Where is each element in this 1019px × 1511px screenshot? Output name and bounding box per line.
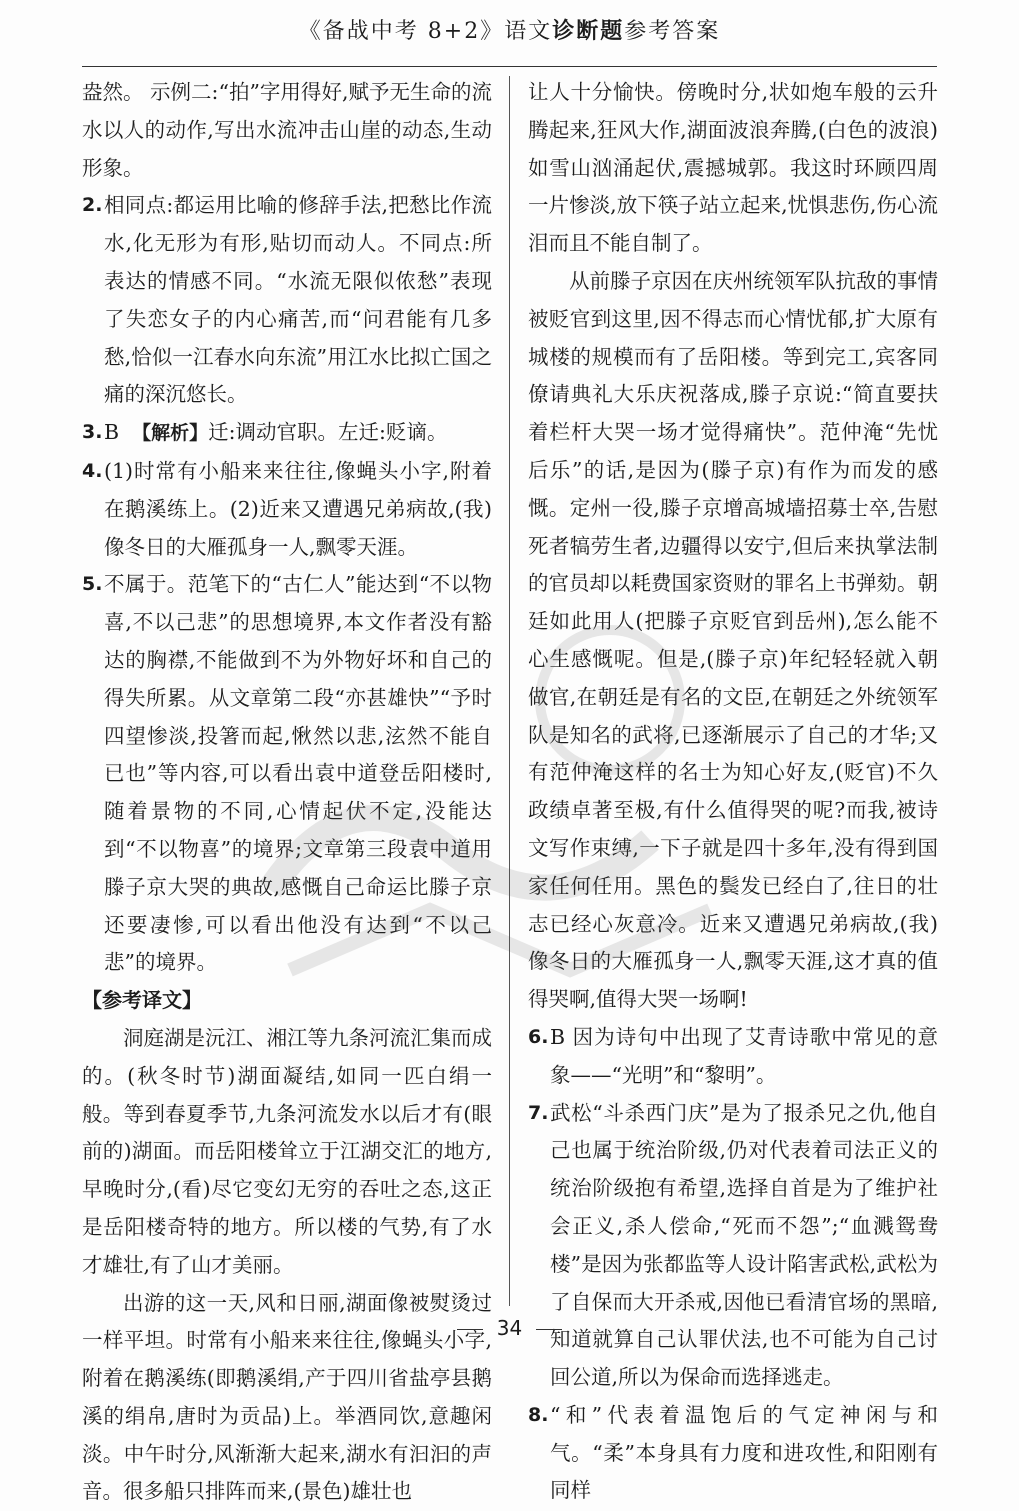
page-footer bbox=[0, 1316, 1019, 1340]
subject: 语文 bbox=[504, 19, 552, 44]
page-number: 34 bbox=[497, 1316, 522, 1340]
book-title: 《备战中考 8+2》 bbox=[299, 19, 504, 44]
footer-dash-left bbox=[457, 1329, 483, 1330]
answer-number: 6. bbox=[528, 1019, 550, 1095]
section-title: 诊断题 bbox=[552, 18, 624, 44]
answer-choice: B bbox=[104, 420, 119, 444]
header-rule bbox=[82, 66, 937, 67]
answer-6 bbox=[528, 1019, 938, 1095]
answer-4 bbox=[82, 453, 492, 566]
page-header bbox=[0, 14, 1019, 45]
translation-continuation: 让人十分愉快。傍晚时分,状如炮车般的云升腾起来,狂风大作,湖面波浪奔腾,(白色的波浪)如雪山汹涌起伏,震撼城郭。我这时环顾四周一片惨淡,放下筷子站立起来,忧惧悲伤,伤心流泪而且不能自制了。 bbox=[528, 74, 938, 263]
answer-continuation: 盎然。 示例二:“拍”字用得好,赋予无生命的流水以人的动作,写出水流冲击山崖的动态,生动形象。 bbox=[82, 74, 492, 187]
answer-text: B 因为诗句中出现了艾青诗歌中常见的意象——“光明”和“黎明”。 bbox=[550, 1019, 938, 1095]
answer-number: 7. bbox=[528, 1095, 550, 1397]
right-column bbox=[528, 74, 938, 1510]
column-divider bbox=[509, 76, 510, 1306]
footer-dash-right bbox=[536, 1329, 562, 1330]
answer-number: 4. bbox=[82, 453, 104, 566]
answer-8 bbox=[528, 1397, 938, 1510]
answer-text bbox=[104, 414, 492, 453]
translation-paragraph-3: 从前滕子京因在庆州统领军队抗敌的事情被贬官到这里,因不得志而心情忧郁,扩大原有城楼的规模而有了岳阳楼。等到完工,宾客同僚请典礼大乐庆祝落成,滕子京说:“简直要扶着栏杆大哭一场才觉得痛快”。范仲淹“先忧后乐”的话,是因为(滕子京)有作为而发的感慨。定州一役,滕子京增高城墙招募士卒,告慰死者犒劳生者,边疆得以安宁,但后来执掌法制的官员却以耗费国家资财的罪名上书弹劾。朝廷如此用人(把滕子京贬官到岳州),怎么能不心生感慨呢。但是,(滕子京)年纪轻轻就入朝做官,在朝廷是有名的文臣,在朝廷之外统领军队是知名的武将,已逐渐展示了自己的才华;又有范仲淹这样的名士为知心好友,(贬官)不久政绩卓著至极,有什么值得哭的呢?而我,被诗文写作束缚,一下子就是四十多年,没有得到国家任何任用。黑色的鬓发已经白了,往日的壮志已经心灰意冷。近来又遭遇兄弟病故,(我)像冬日的大雁孤身一人,飘零天涯,这才真的值得哭啊,值得大哭一场啊! bbox=[528, 263, 938, 1019]
answer-text: “和”代表着温饱后的气定神闲与和气。“柔”本身具有力度和进攻性,和阳刚有同样 bbox=[550, 1397, 938, 1510]
translation-paragraph-2: 出游的这一天,风和日丽,湖面像被熨烫过一样平坦。时常有小船来来往往,像蝇头小字,附着在鹅溪练(即鹅溪绢,产于四川省盐亭县鹅溪的绢帛,唐时为贡品)上。举酒同饮,意趣闲淡。中午时分,风渐渐大起来,湖水有汩汩的声音。很多船只排阵而来,(景色)雄壮也 bbox=[82, 1285, 492, 1511]
answer-5 bbox=[82, 566, 492, 982]
answer-number: 2. bbox=[82, 187, 104, 414]
answer-text: 不属于。范笔下的“古仁人”能达到“不以物喜,不以己悲”的思想境界,本文作者没有豁达的胸襟,不能做到不为外物好坏和自己的得失所累。从文章第二段“亦甚雄快”“予时四望惨淡,投箸而起,愀然以悲,泫然不能自已也”等内容,可以看出袁中道登岳阳楼时,随着景物的不同,心情起伏不定,没能达到“不以物喜”的境界;文章第三段袁中道用滕子京大哭的典故,感慨自己命运比滕子京还要凄惨,可以看出他没有达到“不以己悲”的境界。 bbox=[104, 566, 492, 982]
answer-3 bbox=[82, 414, 492, 453]
answer-number: 5. bbox=[82, 566, 104, 982]
translation-paragraph-1: 洞庭湖是沅江、湘江等九条河流汇集而成的。(秋冬时节)湖面凝结,如同一匹白绢一般。等到春夏季节,九条河流发水以后才有(眼前的)湖面。而岳阳楼耸立于江湖交汇的地方,早晚时分,(看)尽它变幻无穷的吞吐之态,这正是岳阳楼奇特的地方。所以楼的气势,有了水才雄壮,有了山才美丽。 bbox=[82, 1020, 492, 1285]
translation-heading: 【参考译文】 bbox=[82, 982, 492, 1020]
header-suffix: 参考答案 bbox=[624, 19, 720, 44]
answer-number: 3. bbox=[82, 414, 104, 453]
answer-2 bbox=[82, 187, 492, 414]
answer-text: 相同点:都运用比喻的修辞手法,把愁比作流水,化无形为有形,贴切而动人。不同点:所表达的情感不同。“水流无限似侬愁”表现了失恋女子的内心痛苦,而“问君能有几多愁,恰似一江春水向东流”用江水比拟亡国之痛的深沉悠长。 bbox=[104, 187, 492, 414]
answer-text: (1)时常有小船来来往往,像蝇头小字,附着在鹅溪练上。(2)近来又遭遇兄弟病故,(我)像冬日的大雁孤身一人,飘零天涯。 bbox=[104, 453, 492, 566]
answer-7 bbox=[528, 1095, 938, 1397]
analysis-tag: 【解析】 bbox=[132, 422, 208, 444]
answer-text: 武松“斗杀西门庆”是为了报杀兄之仇,他自己也属于统治阶级,仍对代表着司法正义的统治阶级抱有希望,选择自首是为了维护社会正义,杀人偿命,“死而不怨”;“血溅鸳鸯楼”是因为张都监等人设计陷害武松,武松为了自保而大开杀戒,因他已看清官场的黑暗,知道就算自己认罪伏法,也不可能为自己讨回公道,所以为保命而选择逃走。 bbox=[550, 1095, 938, 1397]
analysis-text: 迁:调动官职。左迁:贬谪。 bbox=[208, 420, 447, 444]
left-column bbox=[82, 74, 492, 1511]
answer-number: 8. bbox=[528, 1397, 550, 1510]
